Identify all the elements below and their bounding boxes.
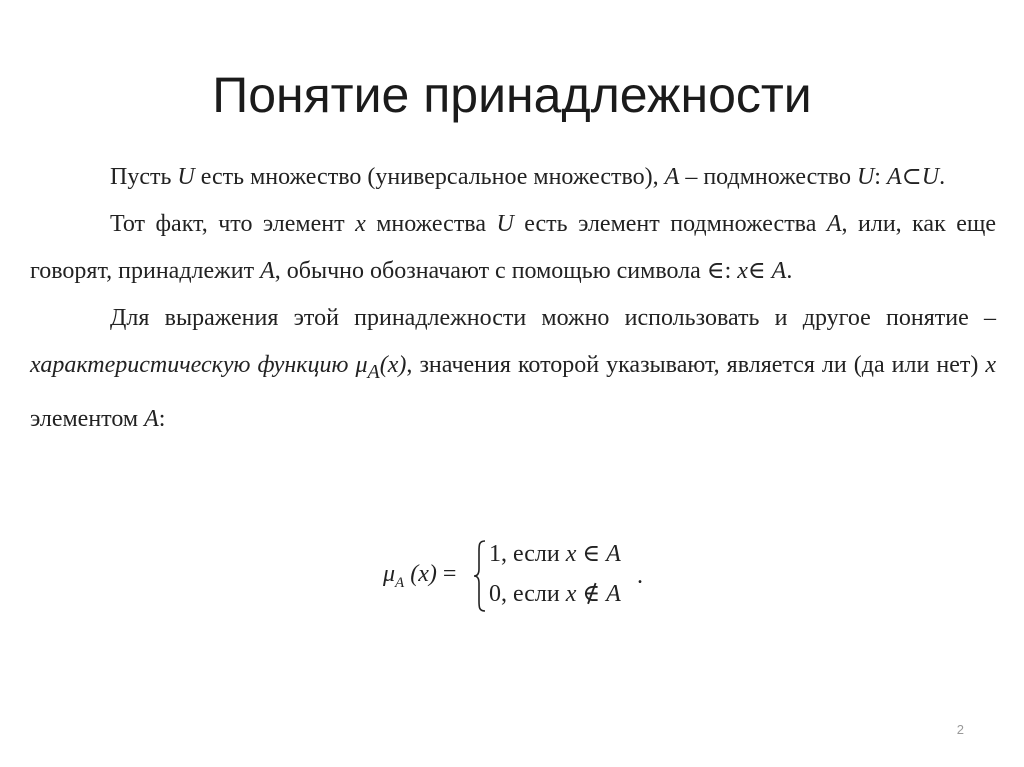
- formula-case-2: [489, 579, 621, 608]
- p1-text: Пусть: [110, 164, 178, 190]
- p2-text: есть элемент подмножества: [513, 211, 827, 237]
- p2-var-a: A: [771, 258, 787, 284]
- subset-symbol: ⊂: [901, 164, 922, 190]
- p1-var-a: A: [664, 164, 680, 190]
- p1-var-u: U: [921, 164, 940, 190]
- p3-text: [348, 352, 355, 378]
- formula-mu: μ: [383, 561, 396, 587]
- p3-text: , значения которой указывают, является ли (да или нет): [406, 352, 986, 378]
- p3-text: элементом: [30, 405, 145, 432]
- case2-relation: ∉: [576, 581, 607, 607]
- paragraph-1: [30, 154, 996, 201]
- case2-var-x: x: [565, 581, 577, 607]
- element-of-symbol: ∈: [747, 258, 766, 284]
- mu-argument: (x): [379, 352, 407, 378]
- p3-var-a: A: [144, 405, 159, 432]
- formula-equals: =: [442, 561, 457, 587]
- p2-var-x: x: [737, 258, 748, 284]
- p1-text: – подмножество: [679, 164, 857, 190]
- p3-text: :: [158, 405, 166, 432]
- case1-var-x: x: [565, 541, 577, 567]
- page-number: 2: [956, 722, 964, 737]
- p2-var-x: x: [355, 211, 366, 237]
- formula-argument: (x): [404, 561, 443, 587]
- characteristic-function-formula: [383, 537, 663, 617]
- p2-text: :: [724, 258, 738, 284]
- formula-lhs: [383, 561, 456, 592]
- p1-text: есть множество (универсальное множество),: [194, 164, 665, 190]
- mu-symbol: μ: [355, 352, 368, 378]
- case1-value: 1, если: [489, 541, 566, 567]
- p2-text: Тот факт, что элемент: [110, 211, 356, 237]
- mu-subscript: A: [367, 360, 380, 383]
- p2-var-a: A: [260, 258, 275, 284]
- p2-var-u: U: [496, 211, 514, 237]
- element-of-symbol: ∈: [706, 258, 725, 284]
- p2-text: , обычно обозначают с помощью символа: [274, 258, 707, 284]
- p3-var-x: x: [985, 352, 997, 378]
- p2-text: .: [786, 258, 793, 284]
- term-characteristic-function: характеристическую функцию: [30, 352, 349, 378]
- case2-var-a: A: [606, 581, 621, 607]
- p3-text: Для выражения этой принадлежности можно использовать и другое понятие –: [110, 305, 996, 331]
- p2-text: , или, как еще говорят, принадлежит: [30, 211, 997, 284]
- p1-text: :: [874, 164, 887, 190]
- paragraph-3: [30, 295, 996, 443]
- formula-case-1: [489, 539, 621, 568]
- p1-var-a: A: [886, 164, 902, 190]
- case1-relation: ∈: [576, 541, 607, 567]
- p1-var-u: U: [177, 164, 195, 190]
- slide-title: Понятие принадлежности: [212, 67, 812, 123]
- paragraph-2: [30, 201, 996, 295]
- case2-value: 0, если: [489, 581, 566, 607]
- p1-var-u: U: [856, 164, 875, 190]
- p2-text: множества: [365, 211, 497, 237]
- p2-var-a: A: [826, 211, 842, 237]
- left-brace-icon: [473, 539, 487, 613]
- formula-mu-subscript: A: [395, 574, 405, 591]
- formula-period: .: [637, 563, 643, 589]
- p1-text: .: [939, 164, 946, 190]
- case1-var-a: A: [606, 541, 621, 567]
- slide-body: [30, 154, 996, 443]
